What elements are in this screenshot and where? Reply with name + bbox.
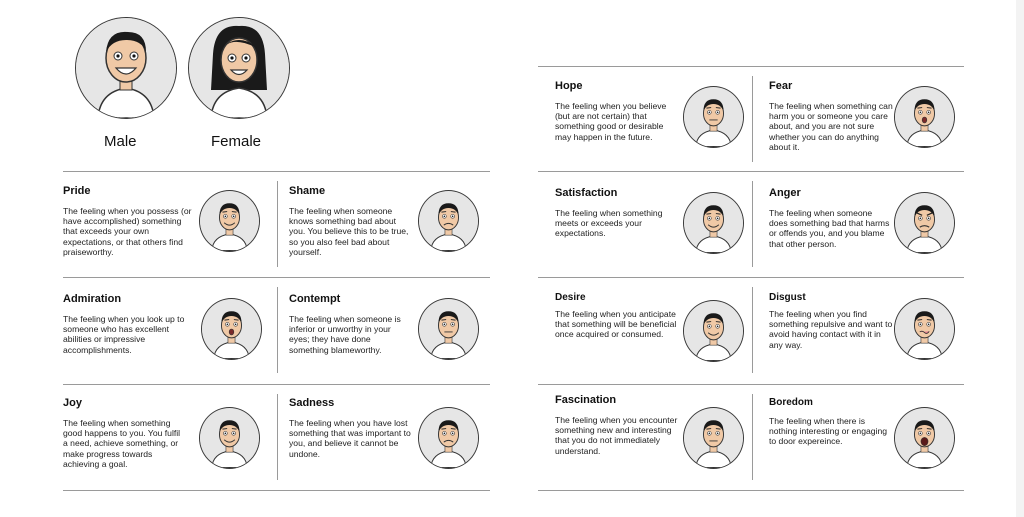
- emotion-title: Satisfaction: [555, 187, 618, 199]
- emotion-title: Disgust: [769, 292, 806, 303]
- female-figure-icon: [189, 18, 289, 118]
- divider: [538, 66, 964, 67]
- emotion-description: The feeling when you anticipate that something will be beneficial once acquired or consumed.: [555, 309, 677, 340]
- emotion-description: The feeling when something meets or exceeds your expectations.: [555, 208, 663, 239]
- emotion-description: The feeling when something good happens to you. You fulfil a need, achieve something, or make progress towards achieving a goal.: [63, 418, 181, 469]
- contempt-figure-icon: [418, 298, 479, 360]
- divider: [752, 181, 753, 267]
- emotion-description: The feeling when you believe (but are not certain) that something good or desirable may happen in the future.: [555, 101, 667, 142]
- male-figure-icon: [76, 18, 176, 118]
- emotion-title: Sadness: [289, 397, 335, 409]
- fear-figure-icon: [894, 86, 955, 148]
- sadness-figure-icon: [418, 407, 479, 469]
- divider: [538, 490, 964, 491]
- joy-figure-icon: [199, 407, 260, 469]
- male-avatar: [75, 17, 177, 119]
- emotion-title: Admiration: [63, 293, 122, 305]
- emotion-description: The feeling when you look up to someone who has excellent abilities or impressive accomplishments.: [63, 314, 185, 355]
- divider: [538, 171, 964, 172]
- emotion-title: Joy: [63, 397, 82, 409]
- emotion-description: The feeling when there is nothing interesting or engaging to door expereince.: [769, 416, 888, 447]
- page-edge: [1016, 0, 1024, 517]
- divider: [63, 384, 490, 385]
- divider: [538, 277, 964, 278]
- female-avatar: [188, 17, 290, 119]
- emotion-description: The feeling when you find something repulsive and want to avoid having contact with it in any way.: [769, 309, 893, 350]
- divider: [63, 490, 490, 491]
- divider: [63, 277, 490, 278]
- divider: [752, 287, 753, 373]
- emotion-title: Shame: [289, 185, 326, 197]
- emotion-title: Boredom: [769, 397, 813, 408]
- hope-figure-icon: [683, 86, 744, 148]
- anger-figure-icon: [894, 192, 955, 254]
- emotion-description: The feeling when someone knows something bad about you. You believe this to be true, so you also feel bad about yourself.: [289, 206, 409, 257]
- divider: [752, 394, 753, 480]
- emotion-description: The feeling when you have lost something that was important to you, and believe it cannot be undone.: [289, 418, 411, 459]
- divider: [277, 394, 278, 480]
- emotion-title: Anger: [769, 187, 801, 199]
- divider: [277, 287, 278, 373]
- emotion-description: The feeling when something can harm you or someone you care about, and you are not sure whether you can do anything about it.: [769, 101, 893, 152]
- fascination-figure-icon: [683, 407, 744, 469]
- emotion-title: Fascination: [555, 394, 617, 406]
- emotion-title: Desire: [555, 292, 586, 303]
- shame-figure-icon: [418, 190, 479, 252]
- male-label: Male: [104, 133, 137, 150]
- satisfaction-figure-icon: [683, 192, 744, 254]
- divider: [538, 384, 964, 385]
- emotion-title: Hope: [555, 80, 583, 92]
- emotion-description: The feeling when someone does something bad that harms or offends you, and you blame that other person.: [769, 208, 890, 249]
- divider: [752, 76, 753, 162]
- emotion-description: The feeling when someone is inferior or unworthy in your eyes; they have done something blameworthy.: [289, 314, 401, 355]
- pride-figure-icon: [199, 190, 260, 252]
- desire-figure-icon: [683, 300, 744, 362]
- emotion-description: The feeling when you encounter something new and interesting that you do not immediately understand.: [555, 415, 678, 456]
- emotion-description: The feeling when you possess (or have accomplished) something that exceeds your own expectations, or that others find praiseworthy.: [63, 206, 192, 257]
- female-label: Female: [211, 133, 262, 150]
- disgust-figure-icon: [894, 298, 955, 360]
- admiration-figure-icon: [201, 298, 262, 360]
- boredom-figure-icon: [894, 407, 955, 469]
- divider: [63, 171, 490, 172]
- emotion-title: Contempt: [289, 293, 341, 305]
- emotion-title: Pride: [63, 185, 91, 197]
- divider: [277, 181, 278, 267]
- emotion-title: Fear: [769, 80, 793, 92]
